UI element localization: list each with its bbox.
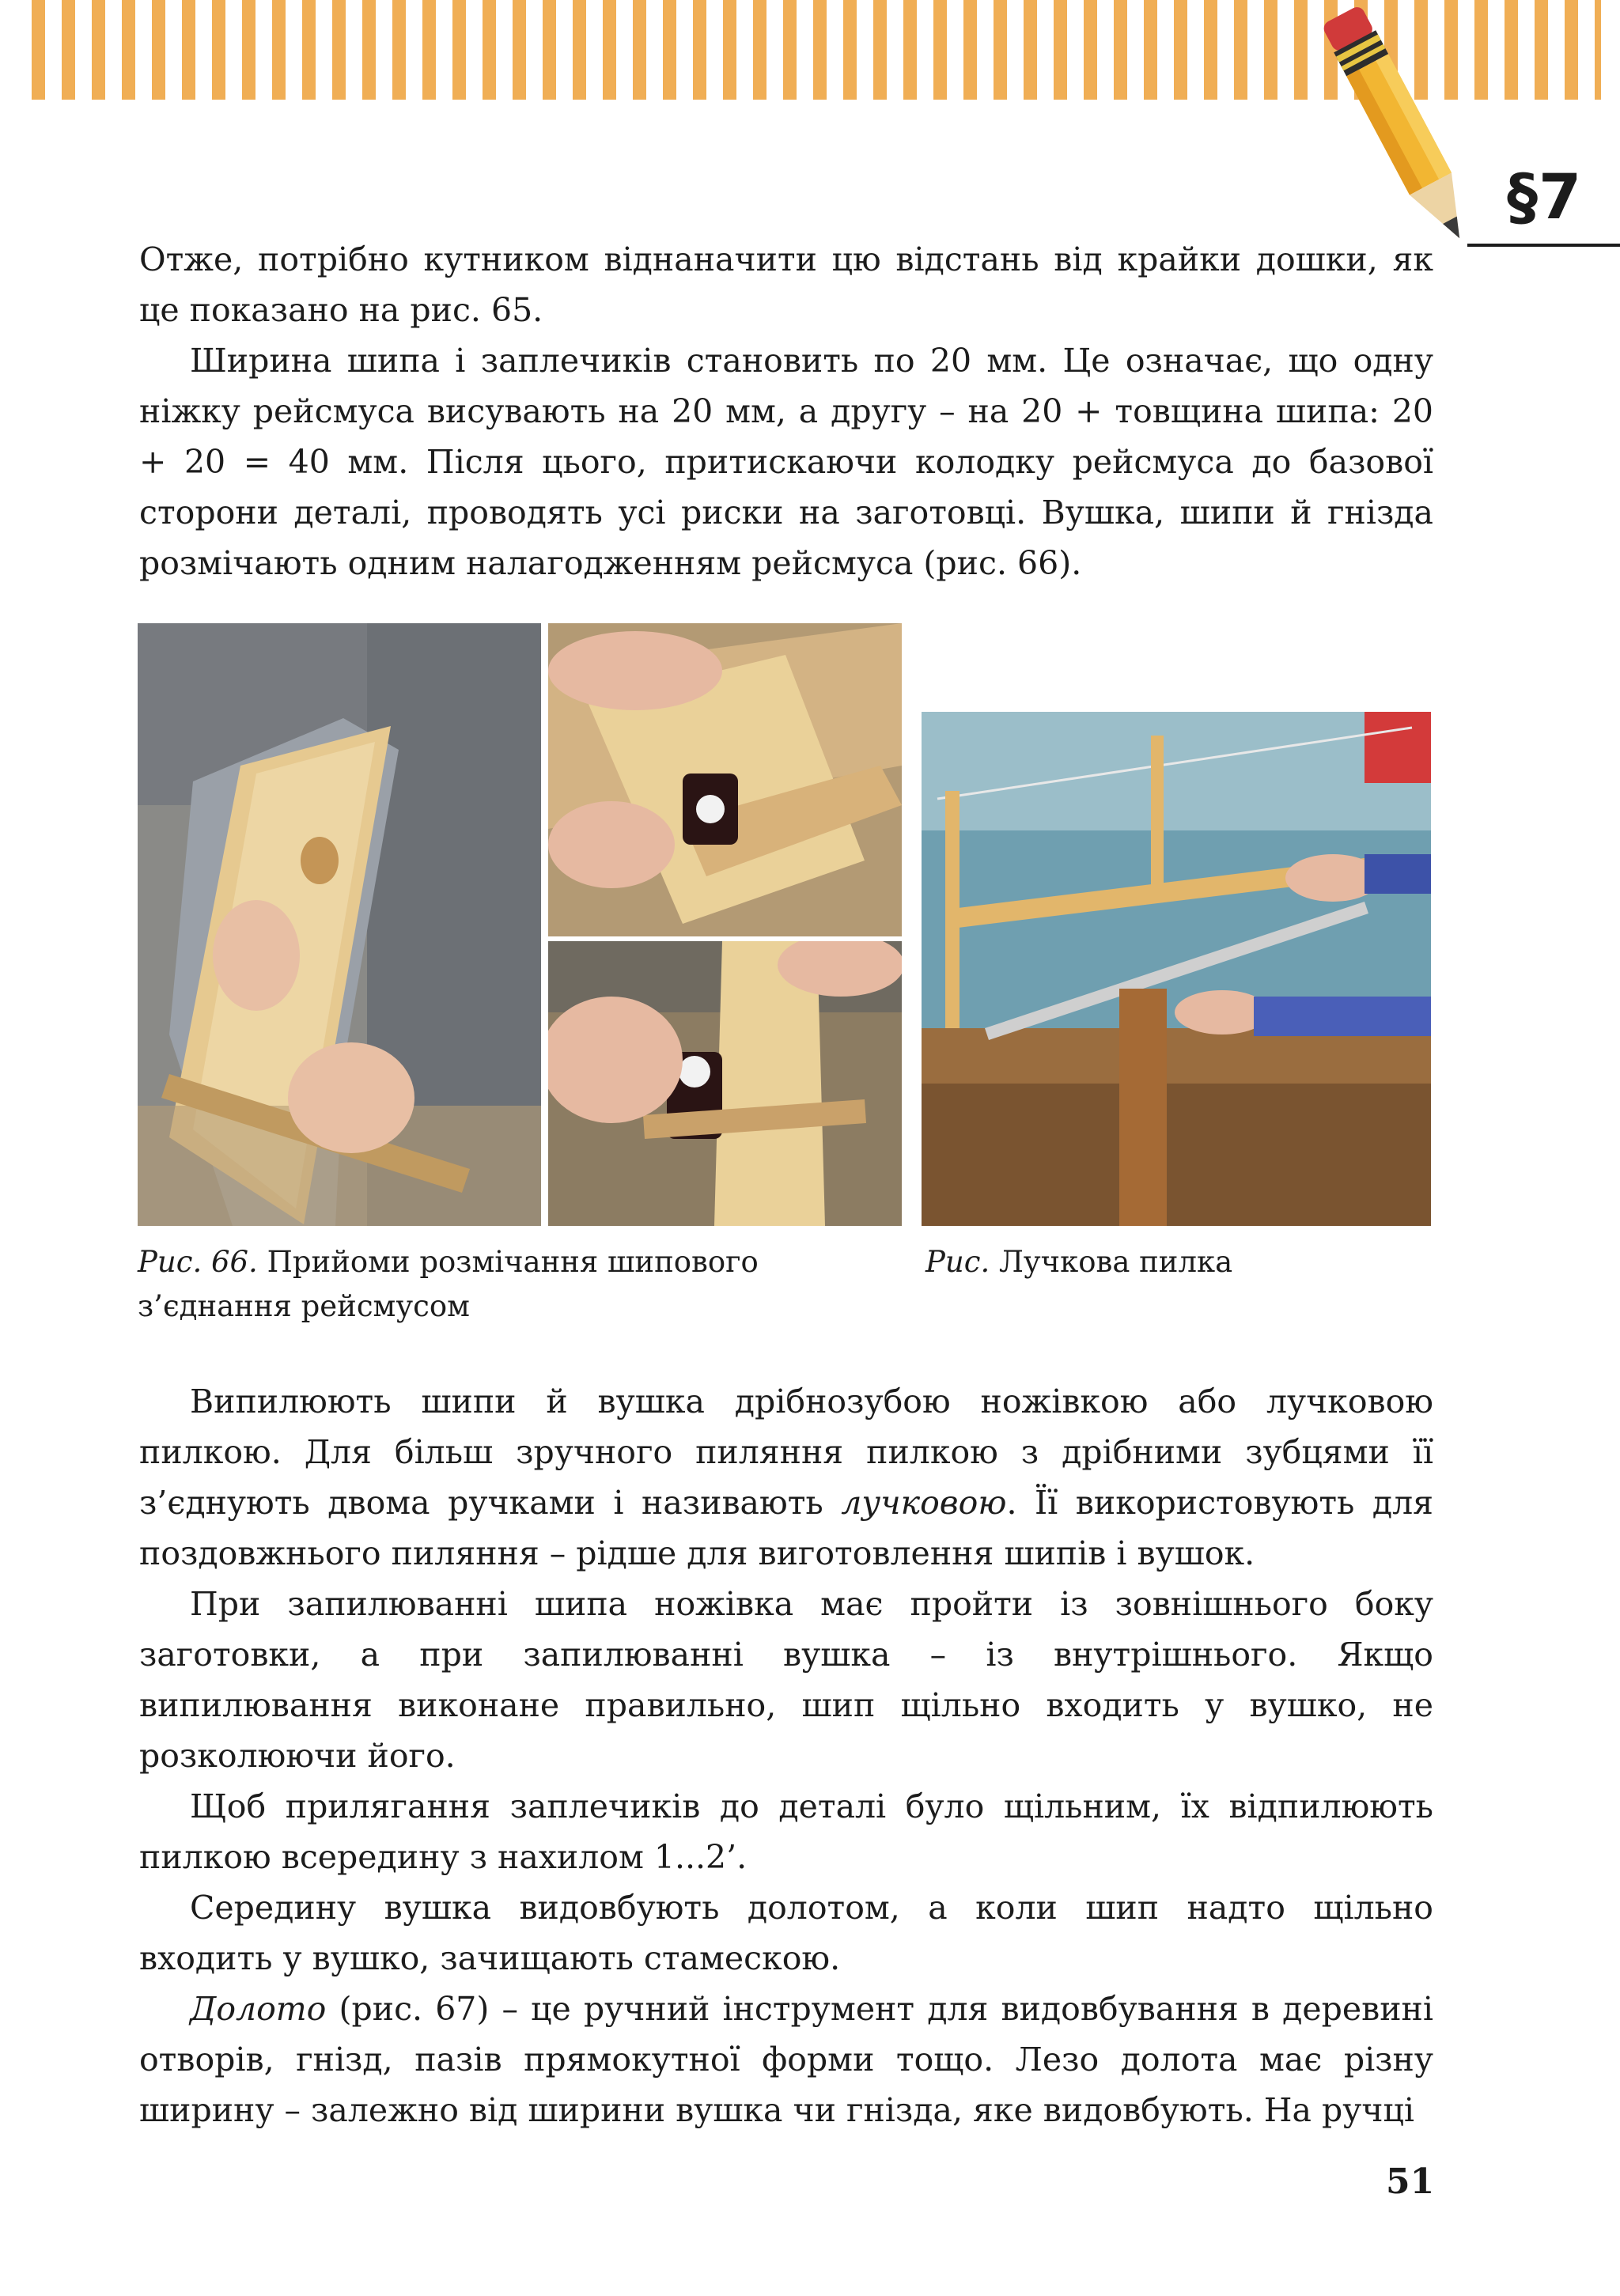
photo-marking-board (138, 623, 541, 1226)
emphasis: Долото (190, 1990, 327, 2028)
section-rule (1467, 244, 1620, 247)
text-block-top (139, 234, 1433, 588)
photo-marking-gauge-top (548, 623, 902, 936)
figure-label: Рис. 66. (138, 1245, 258, 1279)
figure-text: Прийоми розмічання шипового з’єднання рейсмусом (138, 1245, 759, 1323)
figure-text: Лучкова пилка (998, 1245, 1233, 1279)
text-block-bottom (139, 1376, 1433, 2135)
paragraph: Ширина шипа і заплечиків становить по 20 мм. Це означає, що одну ніжку рейсмуса висувають на 20 мм, а другу – на 20 + товщина шипа: 20 + 20 = 40 мм. Після цього, притискаючи колодку рейсмуса до базової сторони деталі, проводять усі риски на заготовці. Вушка, шипи й гнізда розмічають одним налагодженням рейсмуса (рис. 66). (139, 342, 1433, 582)
figure-saw-caption (925, 1240, 1432, 1284)
photo-bow-saw (922, 712, 1431, 1226)
section-number: §7 (1507, 162, 1583, 233)
paragraph: Долото (рис. 67) – це ручний інструмент для видовбування в деревині отворів, гнізд, пазів прямокутної форми тощо. Лезо долота має різну ширину – залежно від ширини вушка чи гнізда, яке видовбують. На ручці (139, 1990, 1433, 2129)
pencil-icon (1313, 0, 1487, 261)
paragraph: Середину вушка видовбують долотом, а коли шип надто щільно входить у вушко, зачищають стамескою. (139, 1889, 1433, 1977)
paragraph: Щоб прилягання заплечиків до деталі було щільним, їх відпилюють пилкою всередину з нахилом 1...2’. (139, 1787, 1433, 1876)
emphasis: лучковою (841, 1484, 1007, 1522)
photo-marking-gauge-bottom (548, 941, 902, 1226)
paragraph: Отже, потрібно кутником віднаначити цю відстань від крайки дошки, як це показано на рис. 65. (139, 240, 1433, 329)
page-number: 51 (1386, 2162, 1435, 2202)
paragraph: Випилюють шипи й вушка дрібнозубою ножівкою або лучковою пилкою. Для більш зручного пиляння пилкою з дрібними зубцями її з’єднують двома ручками і називають лучковою. Її використовують для поздовжнього пиляння – рідше для виготовлення шипів і вушок. (139, 1383, 1433, 1572)
figure-66-caption (138, 1240, 850, 1329)
figure-label: Рис. (925, 1245, 990, 1279)
paragraph: При запилюванні шипа ножівка має пройти із зовнішнього боку заготовки, а при запилюванні вушка – із внутрішнього. Якщо випилювання виконане правильно, шип щільно входить у вушко, не розколюючи його. (139, 1585, 1433, 1775)
